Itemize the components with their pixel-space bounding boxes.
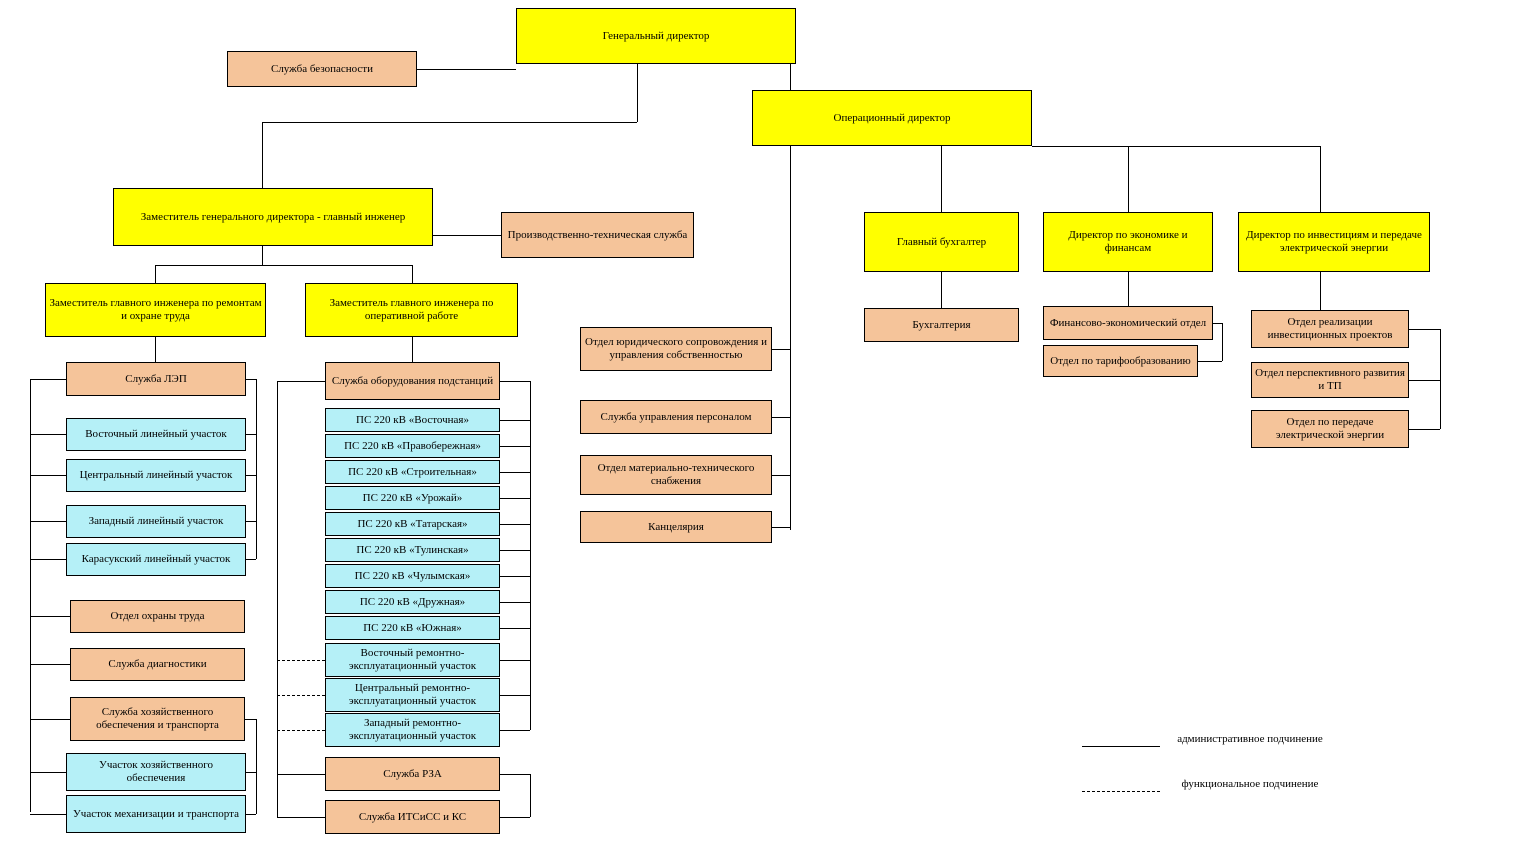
- connector-line: [500, 550, 530, 551]
- connector-line: [277, 695, 325, 696]
- org-node-label: Отдел охраны труда: [110, 610, 205, 623]
- org-node-label: Служба оборудования подстанций: [331, 374, 494, 387]
- legend-label-func: функциональное подчинение: [1181, 778, 1319, 790]
- org-node-label: Служба ИТСиСС и КС: [358, 810, 467, 823]
- connector-line: [262, 122, 637, 123]
- org-node-label: Центральный ремонтно-эксплуатационный участок: [348, 682, 477, 707]
- org-node-uch_meh[interactable]: [66, 795, 246, 833]
- connector-line: [30, 814, 66, 815]
- org-node-label: Отдел по тарифообразованию: [1050, 354, 1191, 367]
- connector-line: [500, 524, 530, 525]
- connector-line: [500, 498, 530, 499]
- connector-line: [772, 349, 790, 350]
- connector-line: [246, 772, 256, 773]
- org-node-label: ПС 220 кВ «Восточная»: [356, 413, 469, 426]
- org-node-label: ПС 220 кВ «Урожай»: [362, 491, 463, 504]
- org-node-label: Бухгалтерия: [912, 318, 971, 331]
- connector-line: [772, 417, 790, 418]
- org-node-label: ПС 220 кВ «Правобережная»: [344, 439, 481, 452]
- org-node-ptp[interactable]: [501, 212, 694, 258]
- connector-line: [772, 527, 790, 528]
- org-node-ps2[interactable]: [325, 434, 500, 458]
- org-node-ps7[interactable]: [325, 564, 500, 588]
- connector-line: [1222, 323, 1223, 361]
- org-node-lu_kar[interactable]: [66, 543, 246, 576]
- connector-line: [500, 774, 530, 775]
- org-node-label: Отдел по передаче электрической энергии: [1275, 416, 1385, 441]
- org-node-itsiss[interactable]: [325, 800, 500, 834]
- connector-line: [790, 64, 791, 90]
- connector-line: [30, 434, 66, 435]
- connector-line: [30, 719, 70, 720]
- connector-line: [500, 381, 530, 382]
- connector-line: [277, 817, 325, 818]
- org-node-reu_zap[interactable]: [325, 713, 500, 747]
- connector-line: [277, 381, 325, 382]
- org-node-ps9[interactable]: [325, 616, 500, 640]
- connector-line: [1128, 146, 1129, 180]
- connector-line: [262, 122, 263, 188]
- connector-line: [1320, 180, 1321, 212]
- org-node-label: Производственно-техническая служба: [507, 228, 688, 241]
- connector-line: [30, 616, 70, 617]
- org-node-sl_podst[interactable]: [325, 362, 500, 400]
- connector-line: [277, 643, 278, 747]
- org-node-label: Восточный линейный участок: [85, 428, 227, 441]
- org-node-ps4[interactable]: [325, 486, 500, 510]
- org-node-reu_centr[interactable]: [325, 678, 500, 712]
- org-node-tarif[interactable]: [1043, 345, 1198, 377]
- org-node-label: Отдел перспективного развития и ТП: [1255, 367, 1405, 392]
- org-node-label: Директор по экономике и финансам: [1068, 229, 1188, 254]
- connector-line: [245, 719, 256, 720]
- connector-line: [246, 559, 256, 560]
- connector-line: [530, 381, 531, 730]
- connector-line: [500, 730, 530, 731]
- connector-line: [500, 446, 530, 447]
- connector-line: [277, 774, 325, 775]
- connector-line: [433, 235, 501, 236]
- connector-line: [500, 628, 530, 629]
- org-node-peredacha[interactable]: [1251, 410, 1409, 448]
- connector-line: [246, 434, 256, 435]
- connector-line: [277, 660, 325, 661]
- org-node-label: Заместитель главного инженера по ремонтам и охране труда: [49, 297, 262, 322]
- org-node-label: Генеральный директор: [602, 29, 710, 42]
- org-node-zam_oper[interactable]: [305, 283, 518, 337]
- connector-line: [246, 475, 256, 476]
- org-node-dir_econ[interactable]: [1043, 212, 1213, 272]
- legend-label-admin: административное подчинение: [1177, 733, 1323, 745]
- org-node-label: Служба управления персоналом: [600, 410, 752, 423]
- connector-line: [500, 817, 530, 818]
- legend-line-solid: [1082, 746, 1160, 747]
- org-node-ps5[interactable]: [325, 512, 500, 536]
- org-node-diagn[interactable]: [70, 648, 245, 681]
- org-node-persp_razv[interactable]: [1251, 362, 1409, 398]
- org-node-label: Отдел юридического сопровождения и управления собственностью: [585, 336, 767, 361]
- connector-line: [500, 576, 530, 577]
- connector-line: [1409, 429, 1440, 430]
- connector-line: [30, 559, 66, 560]
- connector-line: [155, 265, 156, 283]
- org-node-label: Финансово-экономический отдел: [1049, 316, 1207, 329]
- org-node-label: Заместитель генерального директора - главный инженер: [140, 210, 406, 223]
- connector-line: [500, 602, 530, 603]
- org-node-label: Служба ЛЭП: [125, 372, 187, 385]
- org-node-invest_proj[interactable]: [1251, 310, 1409, 348]
- org-node-security[interactable]: [227, 51, 417, 87]
- connector-line: [412, 265, 413, 283]
- connector-line: [30, 772, 66, 773]
- org-node-label: ПС 220 кВ «Дружная»: [359, 595, 466, 608]
- connector-line: [417, 69, 516, 70]
- org-node-uch_hoz[interactable]: [66, 753, 246, 791]
- org-node-label: Карасукский линейный участок: [81, 553, 231, 566]
- connector-line: [772, 475, 790, 476]
- org-node-label: Отдел материально-технического снабжения: [597, 462, 755, 487]
- org-node-ps8[interactable]: [325, 590, 500, 614]
- connector-line: [941, 146, 942, 212]
- org-node-label: Участок механизации и транспорта: [73, 807, 239, 820]
- connector-line: [1409, 329, 1440, 330]
- org-node-lu_centr[interactable]: [66, 459, 246, 492]
- connector-line: [1213, 323, 1222, 324]
- org-node-label: Операционный директор: [833, 111, 951, 124]
- org-node-rza[interactable]: [325, 757, 500, 791]
- org-node-glav_buh[interactable]: [864, 212, 1019, 272]
- connector-line: [30, 664, 70, 665]
- connector-line: [1128, 180, 1129, 212]
- connector-line: [1440, 329, 1441, 429]
- org-node-label: Заместитель главного инженера по оперативной работе: [329, 297, 494, 322]
- connector-line: [246, 379, 256, 380]
- connector-line: [30, 379, 31, 812]
- org-node-label: Западный линейный участок: [88, 515, 224, 528]
- connector-line: [941, 272, 942, 308]
- org-node-label: ПС 220 кВ «Тулинская»: [356, 543, 469, 556]
- connector-line: [246, 814, 256, 815]
- connector-line: [256, 379, 257, 559]
- org-node-label: ПС 220 кВ «Татарская»: [357, 517, 468, 530]
- connector-line: [155, 265, 412, 266]
- org-node-gen_dir[interactable]: [516, 8, 796, 64]
- connector-line: [500, 420, 530, 421]
- connector-line: [500, 472, 530, 473]
- org-node-ps3[interactable]: [325, 460, 500, 484]
- connector-line: [30, 475, 66, 476]
- org-node-label: Западный ремонтно-эксплуатационный участок: [348, 717, 477, 742]
- legend-line-dashed: [1082, 791, 1160, 792]
- org-node-oper_dir[interactable]: [752, 90, 1032, 146]
- org-node-label: Служба РЗА: [383, 767, 442, 780]
- connector-line: [277, 730, 325, 731]
- connector-line: [500, 695, 530, 696]
- org-node-lep[interactable]: [66, 362, 246, 396]
- connector-line: [1409, 380, 1440, 381]
- connector-line: [262, 246, 263, 265]
- org-node-hoz[interactable]: [70, 697, 245, 741]
- org-node-dir_invest[interactable]: [1238, 212, 1430, 272]
- connector-line: [30, 521, 66, 522]
- org-node-label: ПС 220 кВ «Чулымская»: [354, 569, 471, 582]
- org-node-label: ПС 220 кВ «Южная»: [363, 621, 462, 634]
- org-node-label: Служба безопасности: [270, 62, 373, 75]
- org-node-ps1[interactable]: [325, 408, 500, 432]
- org-node-label: Канцелярия: [648, 520, 704, 533]
- connector-line: [1032, 146, 1320, 147]
- org-node-label: Директор по инвестициям и передаче электрической энергии: [1246, 229, 1422, 254]
- org-node-label: Служба диагностики: [108, 658, 207, 671]
- connector-line: [637, 64, 638, 122]
- org-node-label: Отдел реализации инвестиционных проектов: [1267, 316, 1393, 341]
- connector-line: [530, 774, 531, 817]
- org-node-reu_vost[interactable]: [325, 643, 500, 677]
- org-node-mts[interactable]: [580, 455, 772, 495]
- org-node-label: ПС 220 кВ «Строительная»: [348, 465, 477, 478]
- org-node-ps6[interactable]: [325, 538, 500, 562]
- connector-line: [246, 521, 256, 522]
- org-node-kancel[interactable]: [580, 511, 772, 543]
- org-node-buhgalteria[interactable]: [864, 308, 1019, 342]
- connector-line: [277, 381, 278, 817]
- connector-line: [1320, 146, 1321, 180]
- org-node-lu_zap[interactable]: [66, 505, 246, 538]
- org-node-label: Центральный линейный участок: [79, 469, 233, 482]
- connector-line: [790, 146, 791, 530]
- connector-line: [30, 379, 66, 380]
- org-node-zam_remont[interactable]: [45, 283, 266, 337]
- connector-line: [1198, 361, 1222, 362]
- org-node-label: Главный бухгалтер: [896, 235, 987, 248]
- connector-line: [256, 719, 257, 814]
- org-node-label: Служба хозяйственного обеспечения и транспорта: [96, 706, 219, 731]
- org-node-urid[interactable]: [580, 327, 772, 371]
- org-node-personal[interactable]: [580, 400, 772, 434]
- org-node-label: Восточный ремонтно-эксплуатационный участок: [348, 647, 477, 672]
- org-node-lu_vost[interactable]: [66, 418, 246, 451]
- org-node-zam_gen[interactable]: [113, 188, 433, 246]
- org-node-label: Участок хозяйственного обеспечения: [99, 759, 213, 784]
- org-node-ohrana[interactable]: [70, 600, 245, 633]
- org-node-fin_econ[interactable]: [1043, 306, 1213, 340]
- connector-line: [500, 660, 530, 661]
